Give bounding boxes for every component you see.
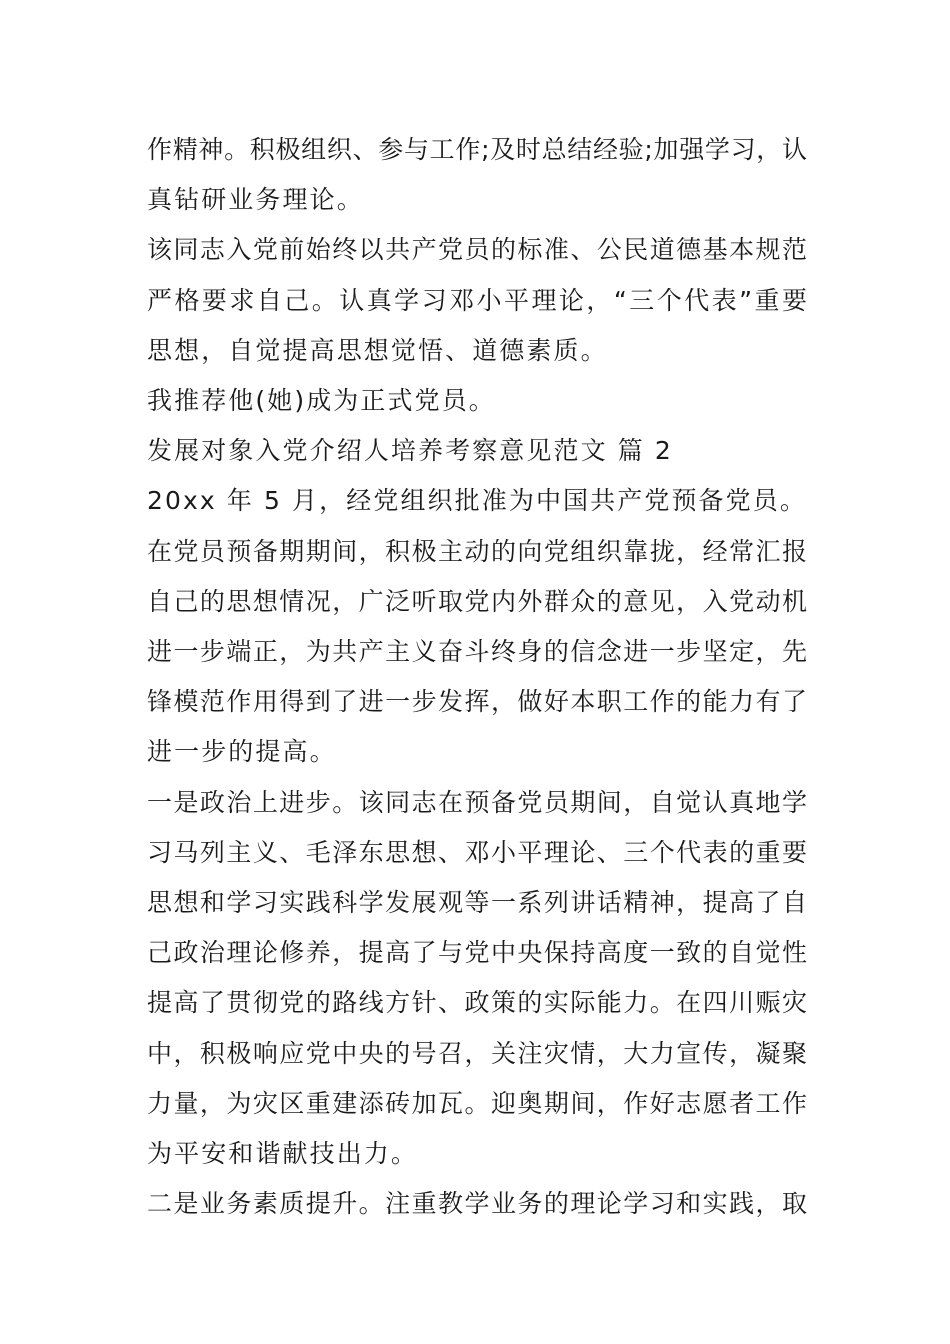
text-line: 二是业务素质提升。注重教学业务的理论学习和实践，取 <box>147 1189 807 1218</box>
text-line: 严格要求自己。认真学习邓小平理论，“三个代表”重要 <box>147 286 807 315</box>
text-line: 20xx 年 5 月，经党组织批准为中国共产党预备党员。 <box>147 486 807 515</box>
text-line: 在党员预备期期间，积极主动的向党组织靠拢，经常汇报 <box>147 537 807 566</box>
text-line: 该同志入党前始终以共产党员的标准、公民道德基本规范 <box>147 235 807 264</box>
text-line: 习马列主义、毛泽东思想、邓小平理论、三个代表的重要 <box>147 838 807 867</box>
text-line: 思想，自觉提高思想觉悟、道德素质。 <box>147 336 608 365</box>
text-line: 锋模范作用得到了进一步发挥，做好本职工作的能力有了 <box>147 687 807 716</box>
text-line: 思想和学习实践科学发展观等一系列讲话精神，提高了自 <box>147 888 807 917</box>
text-line: 己政治理论修养，提高了与党中央保持高度一致的自觉性 <box>147 938 807 967</box>
text-line: 为平安和谐献技出力。 <box>147 1139 419 1168</box>
text-line: 力量，为灾区重建添砖加瓦。迎奥期间，作好志愿者工作 <box>147 1089 807 1118</box>
text-line: 真钻研业务理论。 <box>147 185 364 214</box>
text-line: 作精神。积极组织、参与工作;及时总结经验;加强学习，认 <box>147 135 807 164</box>
text-line: 进一步端正，为共产主义奋斗终身的信念进一步坚定，先 <box>147 637 807 666</box>
text-line: 进一步的提高。 <box>147 737 337 766</box>
text-line: 自己的思想情况，广泛听取党内外群众的意见，入党动机 <box>147 587 807 616</box>
text-line: 提高了贯彻党的路线方针、政策的实际能力。在四川赈灾 <box>147 988 807 1017</box>
section-heading: 发展对象入党介绍人培养考察意见范文 篇 2 <box>147 436 673 465</box>
text-line: 一是政治上进步。该同志在预备党员期间，自觉认真地学 <box>147 788 807 817</box>
text-line: 中，积极响应党中央的号召，关注灾情，大力宣传，凝聚 <box>147 1039 807 1068</box>
text-line: 我推荐他(她)成为正式党员。 <box>147 386 496 415</box>
